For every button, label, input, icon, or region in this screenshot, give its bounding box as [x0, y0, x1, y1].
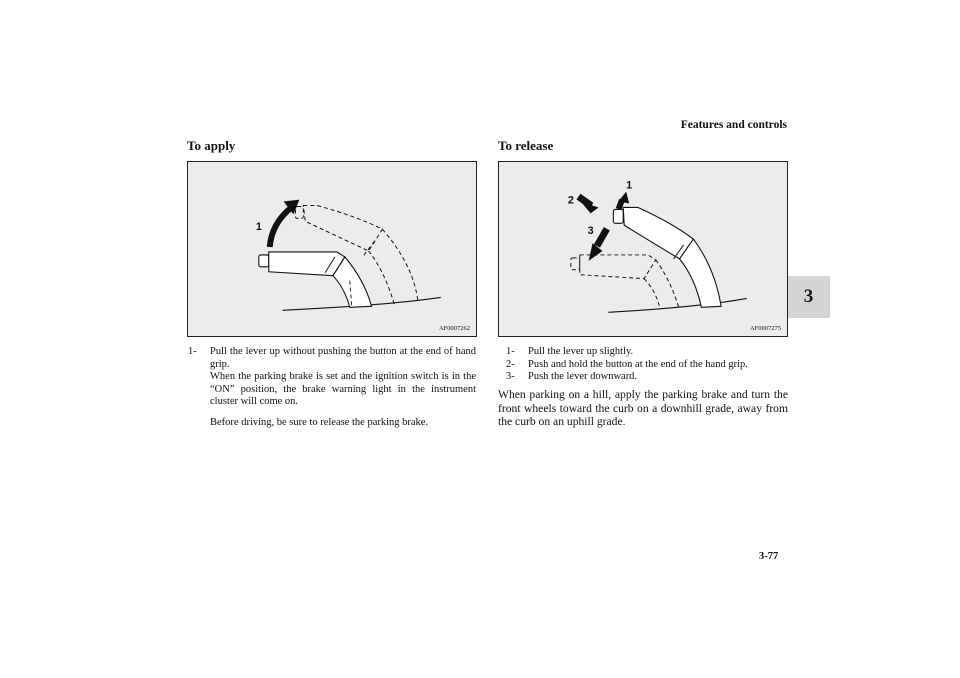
heading-to-apply: To apply: [187, 138, 236, 153]
hill-parking-paragraph: When parking on a hill, apply the parking brake and turn the front wheels toward the curb on a downhill grade, away from the curb on an uphill grade.: [498, 388, 788, 429]
callout-1: 1: [255, 221, 262, 234]
figure-apply-parking-brake: [187, 161, 477, 337]
figure-release-parking-brake: [498, 161, 788, 337]
list-item: [506, 359, 788, 372]
step-number: 1-: [188, 346, 197, 357]
running-header: Features and controls: [680, 119, 787, 131]
apply-steps: [188, 346, 476, 430]
step-note-warning-light: When the parking brake is set and the ignition switch is in the “ON” position, the brake warning light in the instrument cluster will come on.: [210, 371, 476, 408]
release-illustration: [499, 162, 787, 336]
step-number: 2-: [506, 358, 515, 370]
callout-1: 1: [626, 179, 633, 192]
step-text: Push and hold the button at the end of the hand grip.: [528, 358, 748, 370]
page-number: 3-77: [759, 551, 779, 562]
list-item: [506, 371, 788, 384]
step-text: Push the lever downward.: [528, 371, 638, 383]
figure-code: AF0007262: [438, 325, 470, 332]
step-note-release: Before driving, be sure to release the parking brake.: [210, 416, 429, 428]
chapter-tab: 3: [787, 276, 830, 318]
callout-3: 3: [587, 225, 594, 238]
callout-2: 2: [567, 194, 574, 207]
release-steps: [506, 346, 788, 384]
list-item: [506, 346, 788, 359]
apply-illustration: [188, 162, 476, 336]
list-item: [188, 346, 476, 430]
heading-to-release: To release: [498, 138, 554, 153]
step-text: Pull the lever up without pushing the button at the end of hand grip.: [210, 346, 476, 370]
step-number: 1-: [506, 346, 515, 357]
figure-code: AF0007275: [749, 325, 781, 332]
step-number: 3-: [506, 371, 515, 383]
step-text: Pull the lever up slightly.: [528, 346, 634, 357]
